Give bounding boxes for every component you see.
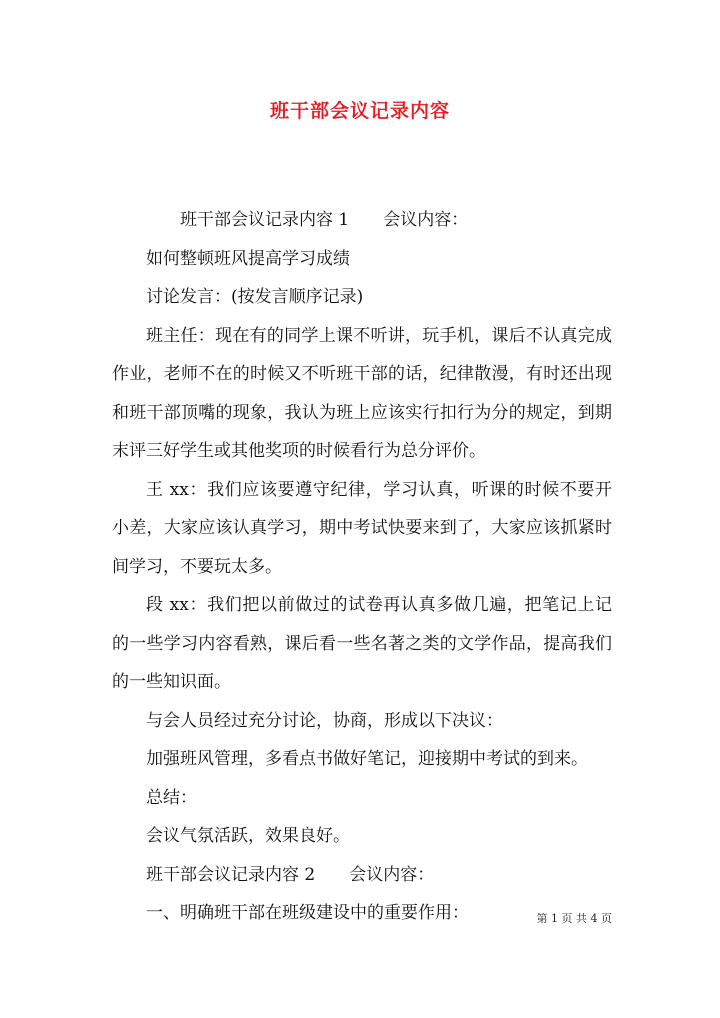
section-heading-2 <box>112 856 612 895</box>
paragraph-discussion-label: 讨论发言：(按发言顺序记录) <box>146 287 364 307</box>
paragraph-resolution: 加强班风管理，多看点书做好笔记，迎接期中考试的到来。 <box>146 749 588 769</box>
paragraph-point-1: 一、明确班干部在班级建设中的重要作用： <box>146 903 469 923</box>
section-heading-1-tail: 会议内容： <box>383 210 469 230</box>
paragraph-teacher-remarks: 班主任：现在有的同学上课不听讲，玩手机，课后不认真完成作业，老师不在的时候又不听班干部的话，纪律散漫，有时还出现和班干部顶嘴的现象，我认为班上应该实行扣行为分的规定，到期末评三好学生或其他奖项的时候看行为总分评价。 <box>112 325 612 461</box>
paragraph-summary-label: 总结： <box>146 787 197 808</box>
section-heading-2-tail: 会议内容： <box>349 864 435 885</box>
paragraph-summary: 会议气氛活跃，效果良好。 <box>146 826 350 846</box>
paragraph-topic: 如何整顿班风提高学习成绩 <box>146 248 350 269</box>
document-body <box>112 201 612 933</box>
section-heading-1-lead: 班干部会议记录内容 1 <box>180 210 350 230</box>
document-title: 班干部会议记录内容 <box>269 100 450 122</box>
paragraph-duan-remarks: 段 xx：我们把以前做过的试卷再认真多做几遍，把笔记上记的一些学习内容看熟，课后看一些名著之类的文学作品，提高我们的一些知识面。 <box>112 595 612 692</box>
paragraph-resolution-intro: 与会人员经过充分讨论，协商，形成以下决议： <box>146 710 503 731</box>
section-heading-2-lead: 班干部会议记录内容 2 <box>146 864 316 885</box>
section-heading-1 <box>112 201 612 240</box>
paragraph-wang-remarks: 王 xx：我们应该要遵守纪律，学习认真，听课的时候不要开小差，大家应该认真学习，期中考试快要来到了，大家应该抓紧时间学习，不要玩太多。 <box>112 479 612 577</box>
page-number: 第 1 页 共 4 页 <box>536 912 612 925</box>
